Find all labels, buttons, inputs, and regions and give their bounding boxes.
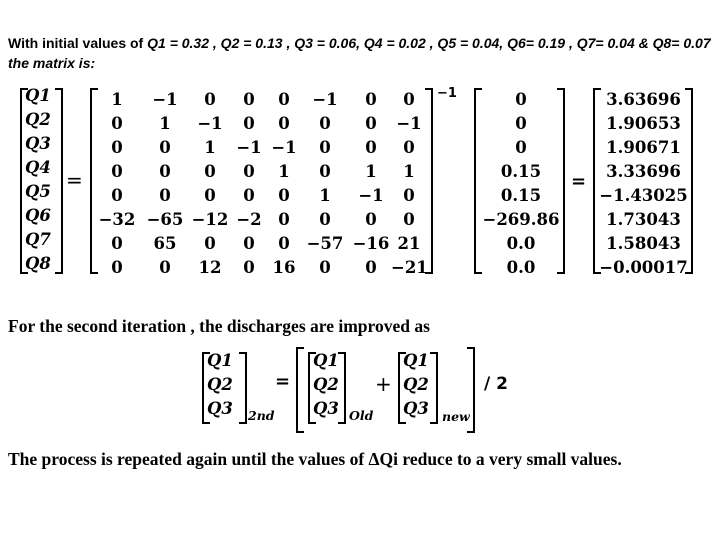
matrix-right-bracket xyxy=(425,88,433,274)
intro-lead: With initial values of xyxy=(8,35,148,51)
matrix-cell-r6-c2: −65 xyxy=(146,210,184,229)
eq2-left-subscript: 2nd xyxy=(248,408,275,423)
matrix-cell-r3-c6: 0 xyxy=(319,138,331,157)
matrix-cell-r7-c8: 21 xyxy=(397,234,421,253)
rhs-value-8: 0.0 xyxy=(506,258,536,277)
rhs-value-6: −269.86 xyxy=(482,210,560,229)
eq2-new-vector xyxy=(403,349,429,421)
eq2-new-subscript: new xyxy=(442,409,470,424)
matrix-cell-r2-c2: 1 xyxy=(159,114,171,133)
eq2-outer-left-bracket xyxy=(296,347,304,433)
matrix-cell-r2-c4: 0 xyxy=(243,114,255,133)
eq2-equals: = xyxy=(275,371,291,392)
rhs-value-7: 0.0 xyxy=(506,234,536,253)
matrix-cell-r1-c2: −1 xyxy=(152,90,178,109)
matrix-cell-r2-c3: −1 xyxy=(197,114,223,133)
result-vector xyxy=(595,88,692,280)
matrix-cell-r5-c5: 0 xyxy=(278,186,290,205)
eq2-left-q-2: Q2 xyxy=(207,375,233,394)
matrix-cell-r7-c7: −16 xyxy=(352,234,390,253)
matrix-cell-r6-c1: −32 xyxy=(98,210,136,229)
rhs-value-1: 0 xyxy=(515,90,527,109)
matrix-cell-r2-c7: 0 xyxy=(365,114,377,133)
matrix-column-2 xyxy=(143,88,187,280)
matrix-column-3 xyxy=(190,88,230,280)
eq2-left-q-3: Q3 xyxy=(207,399,233,418)
rhs-value-2: 0 xyxy=(515,114,527,133)
matrix-cell-r6-c4: −2 xyxy=(236,210,262,229)
eq2-new-q-1: Q1 xyxy=(403,351,429,370)
closing-text: The process is repeated again until the values of ΔQi reduce to a very small values. xyxy=(8,449,622,469)
unknowns-right-bracket xyxy=(55,88,63,274)
matrix-cell-r3-c7: 0 xyxy=(365,138,377,157)
matrix-cell-r1-c1: 1 xyxy=(111,90,123,109)
matrix-cell-r4-c1: 0 xyxy=(111,162,123,181)
matrix-cell-r4-c5: 1 xyxy=(278,162,290,181)
matrix-cell-r8-c7: 0 xyxy=(365,258,377,277)
rhs-value-5: 0.15 xyxy=(500,186,542,205)
result-value-4: 3.33696 xyxy=(606,162,681,181)
eq2-old-q-2: Q2 xyxy=(313,375,339,394)
matrix-cell-r4-c6: 0 xyxy=(319,162,331,181)
matrix-cell-r2-c6: 0 xyxy=(319,114,331,133)
matrix-cell-r7-c3: 0 xyxy=(204,234,216,253)
result-value-6: 1.73043 xyxy=(606,210,681,229)
eq2-new-q-2: Q2 xyxy=(403,375,429,394)
matrix-cell-r2-c8: −1 xyxy=(396,114,422,133)
matrix-cell-r3-c3: 1 xyxy=(204,138,216,157)
equals-sign-1: = xyxy=(66,168,83,192)
eq2-old-right-bracket xyxy=(338,352,346,424)
matrix-cell-r8-c5: 16 xyxy=(272,258,296,277)
equals-sign-2: = xyxy=(571,171,587,192)
matrix-column-6 xyxy=(302,88,348,280)
intro-text xyxy=(8,33,713,73)
matrix-column-1 xyxy=(95,88,139,280)
unknown-2: Q2 xyxy=(25,110,51,129)
unknown-1: Q1 xyxy=(25,86,51,105)
matrix-cell-r8-c4: 0 xyxy=(243,258,255,277)
matrix-cell-r1-c3: 0 xyxy=(204,90,216,109)
unknown-6: Q6 xyxy=(25,206,51,225)
unknown-7: Q7 xyxy=(25,230,51,249)
matrix-cell-r7-c2: 65 xyxy=(153,234,177,253)
matrix-column-5 xyxy=(268,88,300,280)
matrix-cell-r8-c1: 0 xyxy=(111,258,123,277)
matrix-cell-r3-c1: 0 xyxy=(111,138,123,157)
unknowns-vector xyxy=(25,84,51,276)
rhs-value-4: 0.15 xyxy=(500,162,542,181)
matrix-cell-r3-c8: 0 xyxy=(403,138,415,157)
matrix-cell-r1-c4: 0 xyxy=(243,90,255,109)
matrix-cell-r7-c1: 0 xyxy=(111,234,123,253)
matrix-cell-r3-c2: 0 xyxy=(159,138,171,157)
matrix-column-7 xyxy=(352,88,390,280)
unknown-4: Q4 xyxy=(25,158,51,177)
unknown-3: Q3 xyxy=(25,134,51,153)
matrix-cell-r6-c8: 0 xyxy=(403,210,415,229)
matrix-cell-r5-c6: 1 xyxy=(319,186,331,205)
matrix-cell-r5-c8: 0 xyxy=(403,186,415,205)
matrix-cell-r6-c5: 0 xyxy=(278,210,290,229)
eq2-old-subscript: Old xyxy=(349,408,374,423)
unknown-5: Q5 xyxy=(25,182,51,201)
inverse-exponent: −1 xyxy=(437,86,457,101)
matrix-cell-r8-c6: 0 xyxy=(319,258,331,277)
rhs-right-bracket xyxy=(557,88,565,274)
matrix-cell-r4-c8: 1 xyxy=(403,162,415,181)
eq2-left-close xyxy=(239,352,247,424)
matrix-cell-r8-c2: 0 xyxy=(159,258,171,277)
matrix-cell-r1-c7: 0 xyxy=(365,90,377,109)
eq2-plus: + xyxy=(375,372,392,396)
eq2-new-q-3: Q3 xyxy=(403,399,429,418)
second-iteration-text: For the second iteration , the discharges are improved as xyxy=(8,316,430,336)
matrix-cell-r6-c3: −12 xyxy=(191,210,229,229)
matrix-cell-r2-c1: 0 xyxy=(111,114,123,133)
result-value-7: 1.58043 xyxy=(606,234,681,253)
eq2-outer-right-bracket xyxy=(467,347,475,433)
matrix-cell-r1-c6: −1 xyxy=(312,90,338,109)
matrix-cell-r5-c3: 0 xyxy=(204,186,216,205)
intro-values: Q1 = 0.32 , Q2 = 0.13 , Q3 = 0.06, Q4 = 0.02 , Q5 = 0.04, Q6= 0.19 , Q7= 0.04 & Q8= 0.07 the matrix is: xyxy=(8,35,711,71)
result-value-3: 1.90671 xyxy=(606,138,681,157)
eq2-divide: / 2 xyxy=(484,374,508,394)
matrix-cell-r1-c5: 0 xyxy=(278,90,290,109)
eq2-left-q-1: Q1 xyxy=(207,351,233,370)
matrix-cell-r5-c4: 0 xyxy=(243,186,255,205)
eq2-old-q-3: Q3 xyxy=(313,399,339,418)
unknown-8: Q8 xyxy=(25,254,51,273)
eq2-new-right-bracket xyxy=(430,352,438,424)
result-value-2: 1.90653 xyxy=(606,114,681,133)
result-value-8: −0.00017 xyxy=(599,258,688,277)
result-value-1: 3.63696 xyxy=(606,90,681,109)
matrix-cell-r6-c6: 0 xyxy=(319,210,331,229)
matrix-cell-r4-c2: 0 xyxy=(159,162,171,181)
eq2-old-q-1: Q1 xyxy=(313,351,339,370)
matrix-cell-r5-c7: −1 xyxy=(358,186,384,205)
matrix-column-4 xyxy=(232,88,266,280)
matrix-cell-r6-c7: 0 xyxy=(365,210,377,229)
matrix-cell-r3-c4: −1 xyxy=(236,138,262,157)
rhs-vector xyxy=(478,88,564,280)
matrix-cell-r7-c5: 0 xyxy=(278,234,290,253)
matrix-cell-r7-c4: 0 xyxy=(243,234,255,253)
matrix-cell-r3-c5: −1 xyxy=(271,138,297,157)
matrix-cell-r1-c8: 0 xyxy=(403,90,415,109)
matrix-cell-r4-c4: 0 xyxy=(243,162,255,181)
eq2-left-vector xyxy=(207,349,233,421)
matrix-cell-r2-c5: 0 xyxy=(278,114,290,133)
matrix-cell-r4-c3: 0 xyxy=(204,162,216,181)
result-right-bracket xyxy=(685,88,693,274)
matrix-cell-r5-c2: 0 xyxy=(159,186,171,205)
matrix-cell-r4-c7: 1 xyxy=(365,162,377,181)
rhs-value-3: 0 xyxy=(515,138,527,157)
eq2-old-vector xyxy=(313,349,339,421)
result-value-5: −1.43025 xyxy=(599,186,688,205)
matrix-cell-r8-c8: −21 xyxy=(391,258,428,277)
matrix-column-8 xyxy=(391,88,427,280)
matrix-cell-r8-c3: 12 xyxy=(198,258,222,277)
matrix-cell-r5-c1: 0 xyxy=(111,186,123,205)
matrix-cell-r7-c6: −57 xyxy=(306,234,344,253)
